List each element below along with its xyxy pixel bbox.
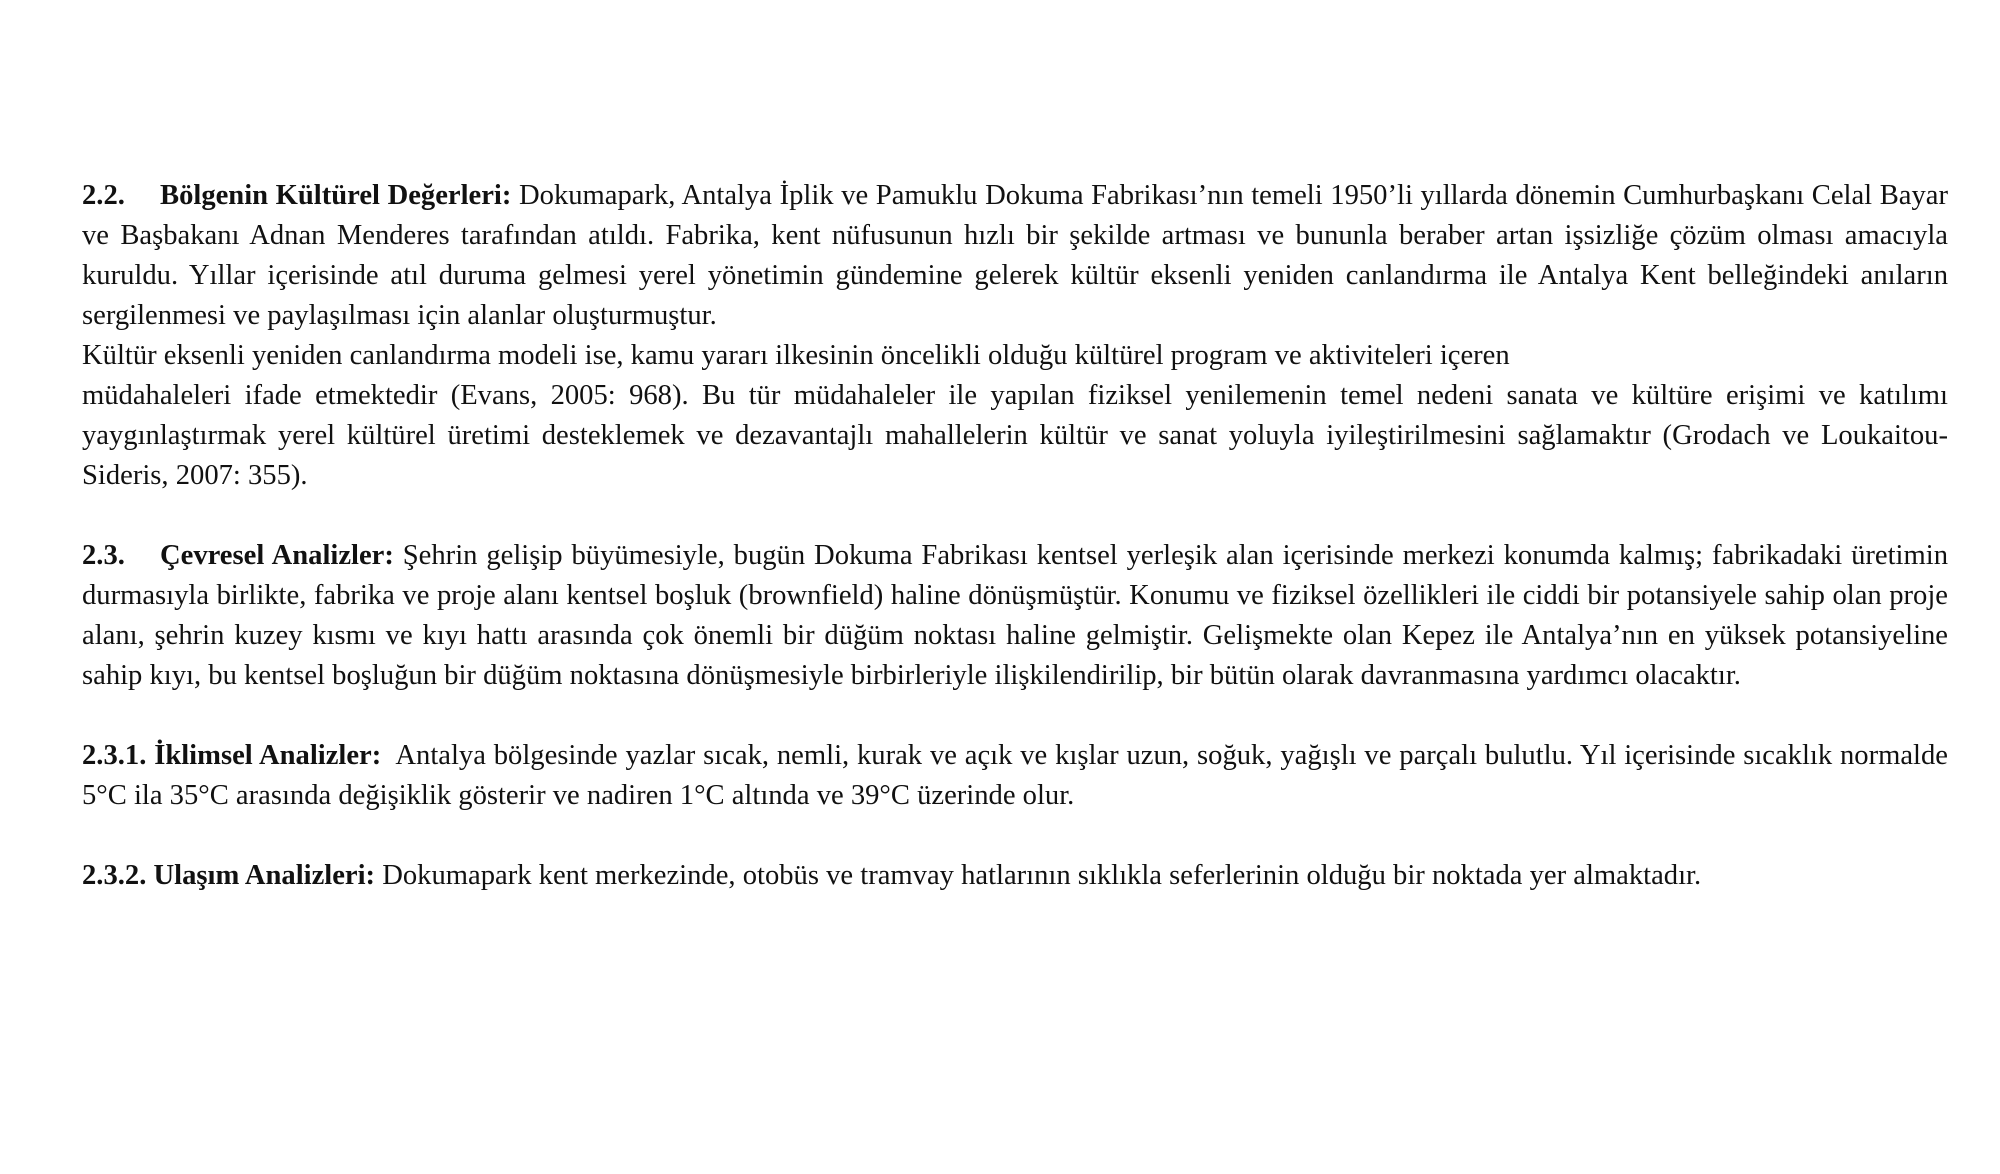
section-heading: İklimsel Analizler: [154,740,382,771]
section-heading: Bölgenin Kültürel Değerleri: [160,180,512,211]
section-2-2-paragraph-2: müdahaleleri ifade etmektedir (Evans, 2005: 968). Bu tür müdahaleler ile yapılan fiziksel yenilemenin temel nedeni sanata ve kültüre erişimi ve katılımı yaygınlaştırmak yerel kültürel üretimi desteklemek ve dezavantajlı mahallelerin kültür ve sanat yoluyla iyileştirilmesini sağlamaktır (Grodach ve Loukaitou-Sideris, 2007: 355). [82,380,1948,491]
document-page [82,176,1948,936]
section-2-2 [82,176,1948,496]
section-2-2-paragraph [82,176,1948,336]
section-2-3 [82,536,1948,696]
section-heading: Çevresel Analizler: [160,540,394,571]
section-heading: Ulaşım Analizleri: [153,860,376,891]
section-body: Şehrin gelişip büyümesiyle, bugün Dokuma Fabrikası kentsel yerleşik alan içerisinde merkezi konumda kalmış; fabrikadaki üretimin durmasıyla birlikte, fabrika ve proje alanı kentsel boşluk (brownfield) haline dönüşmüştür. Konumu ve fiziksel özellikleri ile ciddi bir potansiyele sahip olan proje alanı, şehrin kuzey kısmı ve kıyı hattı arasında çok önemli bir düğüm noktası haline gelmiştir. Gelişmekte olan Kepez ile Antalya’nın en yüksek potansiyeline sahip kıyı, bu kentsel boşluğun bir düğüm noktasına dönüşmesiyle birbirleriyle ilişkilendirilip, bir bütün olarak davranmasına yardımcı olacaktır. [82,540,1948,691]
section-number: 2.2. [82,180,125,211]
section-number: 2.3.1. [82,740,147,771]
section-body: Dokumapark, Antalya İplik ve Pamuklu Dokuma Fabrikası’nın temeli 1950’li yıllarda dönemin Cumhurbaşkanı Celal Bayar ve Başbakanı Adnan Menderes tarafından atıldı. Fabrika, kent nüfusunun hızlı bir şekilde artması ve bununla beraber artan işsizliğe çözüm olması amacıyla kuruldu. Yıllar içerisinde atıl duruma gelmesi yerel yönetimin gündemine gelerek kültür eksenli yeniden canlandırma ile Antalya Kent belleğindeki anıların sergilenmesi ve paylaşılması için alanlar oluşturmuştur. [82,180,1948,331]
section-number: 2.3.2. [82,860,147,891]
section-2-2-paragraph-2-first-line: Kültür eksenli yeniden canlandırma modeli ise, kamu yararı ilkesinin öncelikli olduğu kültürel program ve aktiviteleri içeren [82,340,1510,371]
section-2-3-2 [82,856,1948,896]
section-2-3-1 [82,736,1948,816]
section-2-3-2-paragraph [82,856,1948,896]
section-2-3-1-paragraph [82,736,1948,816]
section-body: Dokumapark kent merkezinde, otobüs ve tramvay hatlarının sıklıkla seferlerinin olduğu bir noktada yer almaktadır. [382,860,1702,891]
section-body: Antalya bölgesinde yazlar sıcak, nemli, kurak ve açık ve kışlar uzun, soğuk, yağışlı ve parçalı bulutlu. Yıl içerisinde sıcaklık normalde 5°C ila 35°C arasında değişiklik gösterir ve nadiren 1°C altında ve 39°C üzerinde olur. [82,740,1948,811]
section-2-3-paragraph [82,536,1948,696]
section-number: 2.3. [82,540,125,571]
